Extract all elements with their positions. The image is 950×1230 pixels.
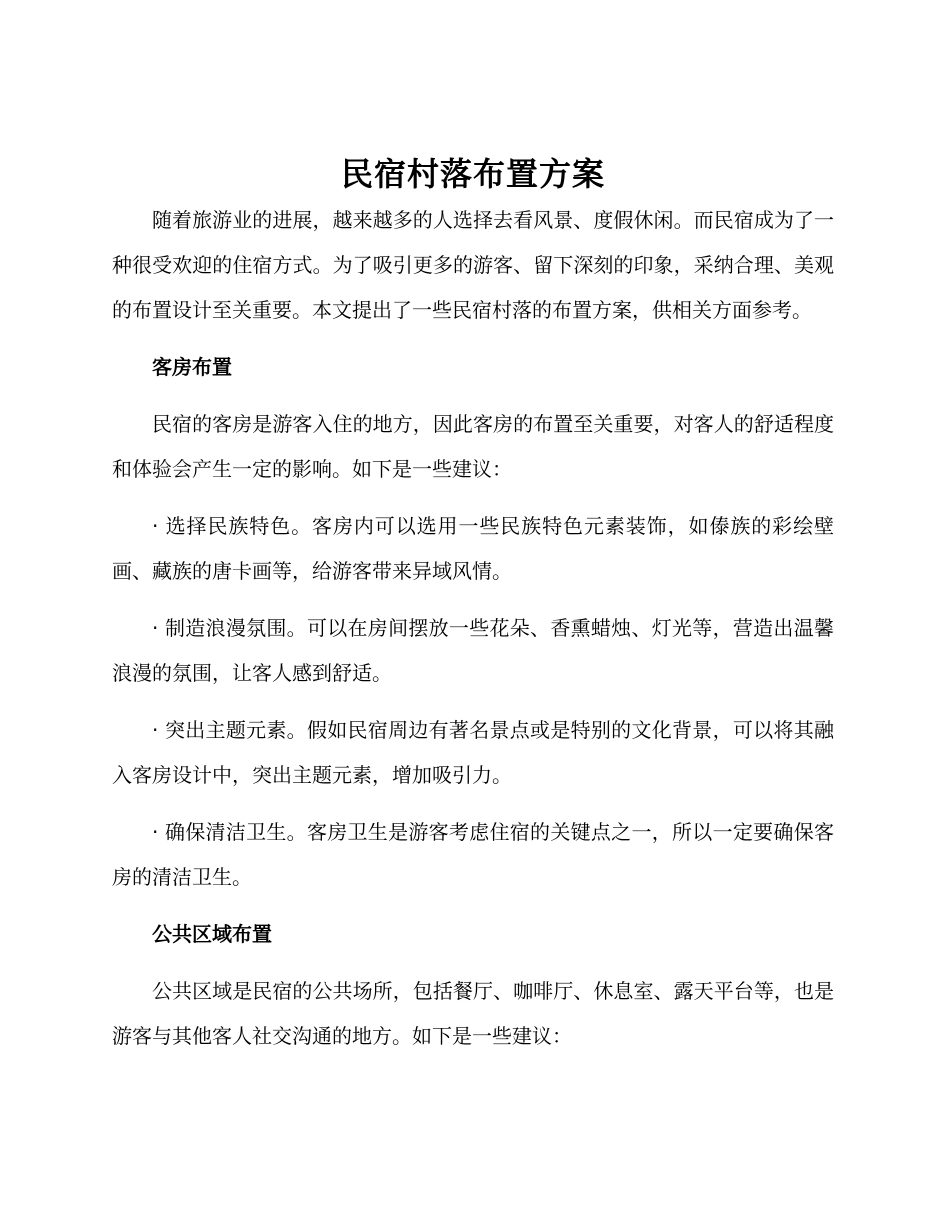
spacer [112, 492, 834, 504]
spacer [112, 333, 834, 345]
public-areas-intro-paragraph: 公共区域是民宿的公共场所，包括餐厅、咖啡厅、休息室、露天平台等，也是游客与其他客人社交沟通的地方。如下是一些建议： [112, 979, 834, 1048]
spacer [112, 957, 834, 969]
document-title: 民宿村落布置方案 [340, 155, 605, 193]
rooms-item-1: · 选择民族特色。客房内可以选用一些民族特色元素装饰，如傣族的彩绘壁画、藏族的唐卡画等，给游客带来异域风情。 [112, 514, 834, 583]
section-heading-rooms: 客房布置 [152, 355, 232, 379]
spacer [112, 390, 834, 402]
rooms-item-4: · 确保清洁卫生。客房卫生是游客考虑住宿的关键点之一，所以一定要确保客房的清洁卫生。 [112, 820, 834, 889]
section-heading-public-areas: 公共区域布置 [152, 922, 272, 946]
spacer [112, 594, 834, 606]
document-page [112, 150, 834, 1059]
rooms-item-2: · 制造浪漫氛围。可以在房间摆放一些花朵、香熏蜡烛、灯光等，营造出温馨浪漫的氛围，让客人感到舒适。 [112, 616, 834, 685]
spacer [112, 798, 834, 810]
spacer [112, 696, 834, 708]
rooms-intro-paragraph: 民宿的客房是游客入住的地方，因此客房的布置至关重要，对客人的舒适程度和体验会产生一定的影响。如下是一些建议： [112, 412, 834, 481]
spacer [112, 900, 834, 912]
rooms-item-3: · 突出主题元素。假如民宿周边有著名景点或是特别的文化背景，可以将其融入客房设计中，突出主题元素，增加吸引力。 [112, 718, 834, 787]
intro-paragraph: 随着旅游业的进展，越来越多的人选择去看风景、度假休闲。而民宿成为了一种很受欢迎的住宿方式。为了吸引更多的游客、留下深刻的印象，采纳合理、美观的布置设计至关重要。本文提出了一些民宿村落的布置方案，供相关方面参考。 [112, 208, 834, 322]
